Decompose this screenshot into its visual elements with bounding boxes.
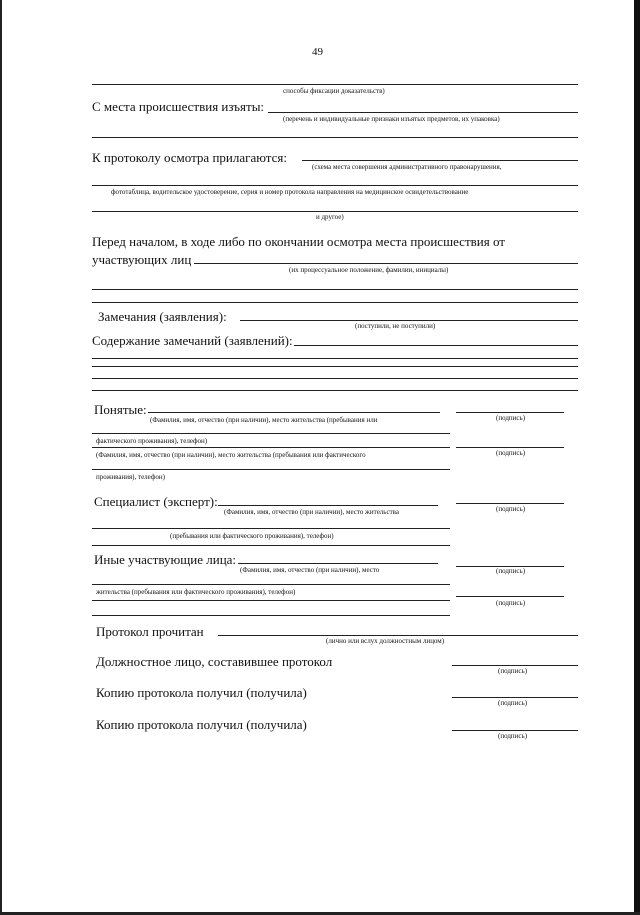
others-line-3 <box>92 600 450 601</box>
others-label: Иные участвующие лица: <box>94 552 237 567</box>
fixation-line <box>92 84 578 85</box>
participants-line-2 <box>92 289 578 290</box>
attached-line-3 <box>92 211 578 212</box>
witness-2-hint-b: проживания), телефон) <box>96 473 165 481</box>
witness-2-line <box>92 447 450 448</box>
remarks-content-label: Содержание замечаний (заявлений): <box>92 333 293 348</box>
remarks-content-line <box>294 345 578 346</box>
official-signature-line <box>452 665 578 666</box>
witness-2-line-2 <box>92 469 450 470</box>
scan-border-left <box>0 0 2 915</box>
expert-signature-hint: (подпись) <box>496 505 526 513</box>
witness-1-hint-a: (Фамилия, имя, отчество (при наличии), место жительства (пребывания или <box>150 416 378 424</box>
expert-label: Специалист (эксперт): <box>94 494 218 509</box>
seized-hint: (перечень и индивидуальные признаки изъятых предметов, их упаковка) <box>283 115 500 123</box>
participants-hint: (их процессуальное положение, фамилии, инициалы) <box>289 266 449 274</box>
seized-label: С места происшествия изъяты: <box>92 99 265 114</box>
participants-line-3 <box>92 302 578 303</box>
witness-1-signature-line <box>456 412 564 413</box>
read-label: Протокол прочитан <box>96 624 204 639</box>
remarks-label: Замечания (заявления): <box>98 309 227 324</box>
official-label: Должностное лицо, составившее протокол <box>96 654 333 669</box>
witness-1-line <box>148 412 440 413</box>
official-signature-hint: (подпись) <box>498 667 528 675</box>
attached-hint-3: и другое) <box>316 213 344 221</box>
expert-line-2 <box>92 528 450 529</box>
attached-hint-1: (схема места совершения административного правонарушения, <box>312 163 502 171</box>
others-hint-b: жительства (пребывания или фактического проживания), телефон) <box>96 588 296 596</box>
remarks-line <box>240 320 578 321</box>
fixation-hint: способы фиксации доказательств) <box>283 87 385 95</box>
remarks-content-line-3 <box>92 366 578 367</box>
copy-1-label: Копию протокола получил (получила) <box>96 685 307 700</box>
witness-2-signature-line <box>456 447 564 448</box>
expert-line <box>218 505 438 506</box>
remarks-content-line-5 <box>92 390 578 391</box>
witness-1-hint-b: фактического проживания), телефон) <box>96 437 208 445</box>
attached-hint-2: фототаблица, водительское удостоверение, серия и номер протокола направления на медицинское освидетельствование <box>111 188 469 196</box>
scan-border-right <box>634 0 640 915</box>
page-number: 49 <box>312 46 323 58</box>
others-signature-hint-2: (подпись) <box>496 599 526 607</box>
read-line <box>218 635 578 636</box>
copy-2-signature-hint: (подпись) <box>498 732 528 740</box>
others-hint-a: (Фамилия, имя, отчество (при наличии), место <box>240 566 380 574</box>
others-signature-hint: (подпись) <box>496 567 526 575</box>
participants-line <box>194 263 578 264</box>
remarks-content-line-4 <box>92 378 578 379</box>
copy-2-label: Копию протокола получил (получила) <box>96 717 307 732</box>
witnesses-label: Понятые: <box>94 402 147 417</box>
witness-1-line-2 <box>92 433 450 434</box>
others-signature-line-2 <box>456 596 564 597</box>
others-line-2 <box>92 584 450 585</box>
witness-1-signature-hint: (подпись) <box>496 414 526 422</box>
remarks-content-line-2 <box>92 358 578 359</box>
others-line-4 <box>92 615 450 616</box>
expert-hint-a: (Фамилия, имя, отчество (при наличии), место жительства <box>224 508 399 516</box>
attached-line-2 <box>92 185 578 186</box>
expert-signature-line <box>456 503 564 504</box>
expert-line-3 <box>92 545 450 546</box>
attached-line <box>302 160 578 161</box>
witness-2-hint-a: (Фамилия, имя, отчество (при наличии), место жительства (пребывания или фактического <box>96 451 366 459</box>
witness-2-signature-hint: (подпись) <box>496 449 526 457</box>
expert-hint-b: (пребывания или фактического проживания), телефон) <box>170 532 334 540</box>
seized-line-2 <box>92 137 578 138</box>
copy-1-signature-hint: (подпись) <box>498 699 528 707</box>
copy-2-signature-line <box>452 730 578 731</box>
others-line <box>238 563 438 564</box>
attached-label: К протоколу осмотра прилагаются: <box>92 150 287 165</box>
before-text-line-1: Перед началом, в ходе либо по окончании осмотра места происшествия от <box>92 234 505 249</box>
before-text-line-2: участвующих лиц <box>92 252 192 267</box>
seized-line <box>268 112 578 113</box>
read-hint: (лично или вслух должностным лицом) <box>326 637 445 645</box>
remarks-hint: (поступили, не поступили) <box>355 322 436 330</box>
copy-1-signature-line <box>452 697 578 698</box>
